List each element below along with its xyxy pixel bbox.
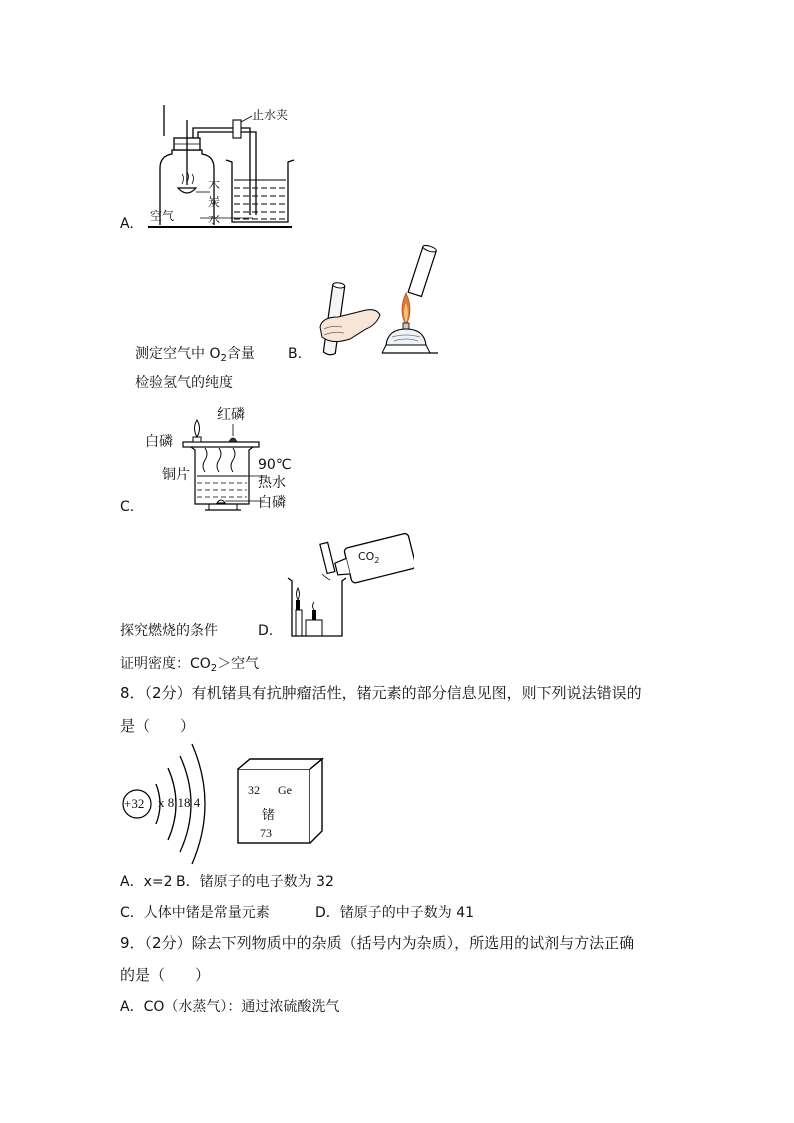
charcoal-label-2: 炭	[208, 195, 221, 209]
atomic-number: 32	[248, 783, 260, 797]
q9-stem-line2: 的是（ ）	[120, 966, 211, 984]
electron-shells-label: x 8 18 4	[158, 795, 201, 810]
water-label: 水	[208, 212, 221, 226]
option-c-letter: C.	[120, 499, 135, 515]
option-d-caption: 证明密度：$CO_2>$空气	[120, 656, 260, 674]
co2-density-diagram	[284, 526, 414, 642]
air-label: 空气	[150, 209, 175, 223]
copper-plate-label: 铜片	[162, 467, 190, 483]
white-phosphorus-label: 白磷	[145, 434, 173, 450]
temperature-label: 90℃	[258, 457, 292, 473]
element-name: 锗	[262, 808, 276, 823]
element-symbol: Ge	[278, 783, 292, 797]
option-c-caption: 探究燃烧的条件	[120, 623, 218, 639]
q8-option-c: C．人体中锗是常量元素	[120, 905, 270, 921]
atomic-mass: 73	[260, 826, 272, 840]
hot-water-label: 热水	[258, 475, 286, 491]
white-phosphorus-water-label: 白磷	[258, 495, 286, 511]
nucleus-label: +32	[124, 796, 145, 811]
red-phosphorus-label: 红磷	[217, 407, 245, 423]
co2-bottle-label: $CO_2$	[358, 550, 380, 565]
combustion-conditions-diagram	[175, 410, 270, 514]
q8-option-d: D．锗原子的中子数为 41	[315, 905, 475, 921]
option-d-letter: D.	[258, 623, 274, 639]
q8-option-b: B．锗原子的电子数为 32	[176, 874, 334, 890]
option-b-letter: B.	[288, 346, 303, 362]
option-a-letter: A.	[120, 216, 134, 232]
q9-option-a: A．CO（水蒸气）：通过浓硫酸洗气	[120, 999, 340, 1015]
clamp-label: 止水夹	[252, 108, 289, 122]
q8-stem-line2: 是（ ）	[120, 717, 196, 735]
germanium-element-cube	[234, 755, 326, 847]
option-a-caption: 测定空气中 $O_2$含量	[135, 346, 255, 364]
hydrogen-purity-diagram	[310, 245, 445, 360]
charcoal-label-1: 木	[208, 178, 221, 192]
q8-stem-line1: 8．（2分）有机锗具有抗肿瘤活性，锗元素的部分信息见图，则下列说法错误的	[120, 684, 642, 702]
option-b-caption: 检验氢气的纯度	[135, 375, 233, 391]
q8-option-a: A．x=2	[120, 874, 173, 890]
q9-stem-line1: 9．（2分）除去下列物质中的杂质（括号内为杂质），所选用的试剂与方法正确	[120, 934, 635, 952]
